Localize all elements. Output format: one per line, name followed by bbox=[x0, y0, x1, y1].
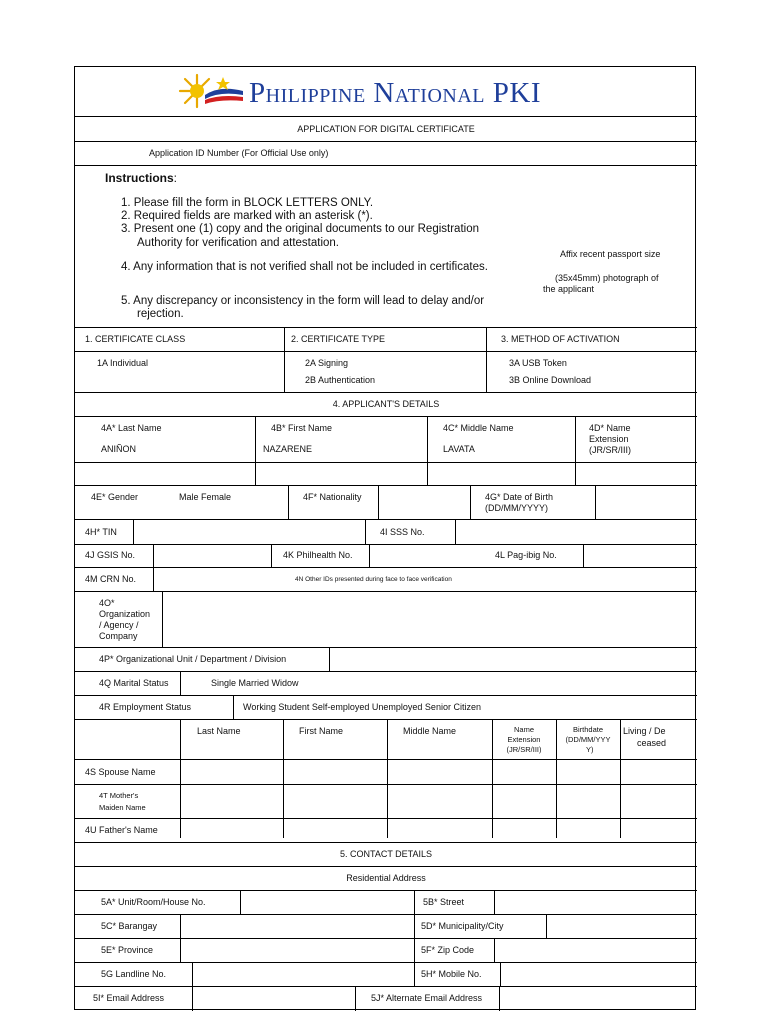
column-header-last-name: Last Name bbox=[197, 726, 241, 736]
column-header-name-extension: Extension bbox=[507, 735, 541, 744]
instruction-item: 3. Present one (1) copy and the original documents to our Registration bbox=[121, 223, 479, 235]
marital-status-options[interactable]: Single Married Widow bbox=[211, 678, 299, 688]
municipality-city-label: 5D* Municipality/City bbox=[421, 921, 504, 931]
photo-instruction-line: (35x45mm) photograph of bbox=[555, 273, 659, 283]
philhealth-label: 4K Philhealth No. bbox=[283, 550, 353, 560]
activation-option-online-download[interactable]: 3B Online Download bbox=[509, 375, 592, 385]
column-header-name-extension: (JR/SR/III) bbox=[506, 745, 542, 754]
contact-details-header: 5. CONTACT DETAILS bbox=[339, 849, 433, 859]
gsis-label: 4J GSIS No. bbox=[85, 550, 136, 560]
sss-label: 4I SSS No. bbox=[380, 527, 425, 537]
photo-instruction-line: the applicant bbox=[543, 284, 595, 294]
crn-label: 4M CRN No. bbox=[85, 574, 137, 584]
last-name-value[interactable]: ANIÑON bbox=[101, 444, 137, 454]
activation-option-usb-token[interactable]: 3A USB Token bbox=[509, 358, 567, 368]
unit-room-house-label: 5A* Unit/Room/House No. bbox=[101, 897, 206, 907]
instruction-item: 5. Any discrepancy or inconsistency in the form will lead to delay and/or bbox=[121, 295, 485, 307]
type-option-signing[interactable]: 2A Signing bbox=[305, 358, 349, 368]
application-form bbox=[74, 66, 696, 1010]
date-of-birth-label: (DD/MM/YYYY) bbox=[485, 503, 548, 513]
photo-instruction-line: Affix recent passport size bbox=[560, 249, 661, 259]
instruction-item: Authority for verification and attestation. bbox=[137, 237, 339, 249]
column-header-birthdate: (DD/MM/YYY bbox=[565, 735, 611, 744]
name-extension-label: Extension bbox=[589, 434, 629, 444]
gender-options[interactable]: Male Female bbox=[179, 492, 232, 502]
instruction-item: rejection. bbox=[137, 308, 184, 320]
employment-status-label: 4R Employment Status bbox=[99, 702, 192, 712]
nationality-label: 4F* Nationality bbox=[303, 492, 362, 502]
pki-logo-text: Philippine National PKI bbox=[249, 77, 541, 109]
pagibig-label: 4L Pag-ibig No. bbox=[495, 550, 557, 560]
mobile-label: 5H* Mobile No. bbox=[421, 969, 482, 979]
column-header-birthdate: Birthdate bbox=[572, 725, 604, 734]
mother-maiden-name-label: Maiden Name bbox=[99, 803, 146, 812]
form-title: APPLICATION FOR DIGITAL CERTIFICATE bbox=[297, 124, 475, 134]
father-name-label: 4U Father's Name bbox=[85, 825, 158, 835]
organization-label: Organization bbox=[99, 609, 151, 619]
province-label: 5E* Province bbox=[101, 945, 154, 955]
landline-label: 5G Landline No. bbox=[101, 969, 167, 979]
column-header-living-deceased: Living / De bbox=[623, 726, 666, 736]
organizational-unit-label: 4P* Organizational Unit / Department / Division bbox=[99, 654, 287, 664]
instruction-item: 1. Please fill the form in BLOCK LETTERS ONLY. bbox=[121, 197, 374, 209]
employment-status-options[interactable]: Working Student Self-employed Unemployed Senior Citizen bbox=[243, 702, 481, 712]
other-ids-label: 4N Other IDs presented during face to face verification bbox=[295, 576, 452, 583]
alternate-email-label: 5J* Alternate Email Address bbox=[371, 993, 483, 1003]
barangay-label: 5C* Barangay bbox=[101, 921, 158, 931]
first-name-label: 4B* First Name bbox=[271, 423, 333, 433]
organization-label: 4O* bbox=[99, 598, 115, 608]
mother-maiden-name-label: 4T Mother's bbox=[99, 791, 139, 800]
residential-address-header: Residential Address bbox=[346, 873, 426, 883]
sun-emblem-icon bbox=[175, 71, 245, 111]
instructions-title: Instructions: bbox=[105, 171, 178, 185]
date-of-birth-label: 4G* Date of Birth bbox=[485, 492, 554, 502]
middle-name-label: 4C* Middle Name bbox=[443, 423, 514, 433]
name-extension-label: 4D* Name bbox=[589, 423, 631, 433]
middle-name-value[interactable]: LAVATA bbox=[443, 444, 475, 454]
class-option-individual[interactable]: 1A Individual bbox=[97, 358, 149, 368]
column-header-middle-name: Middle Name bbox=[403, 726, 457, 736]
column-header-birthdate: Y) bbox=[586, 745, 594, 754]
tin-label: 4H* TIN bbox=[85, 527, 117, 537]
column-header-living-deceased: ceased bbox=[637, 738, 667, 748]
street-label: 5B* Street bbox=[423, 897, 465, 907]
instruction-item: 2. Required fields are marked with an asterisk (*). bbox=[121, 210, 373, 222]
marital-status-label: 4Q Marital Status bbox=[99, 678, 169, 688]
column-header-first-name: First Name bbox=[299, 726, 344, 736]
gender-label: 4E* Gender bbox=[91, 492, 139, 502]
type-option-authentication[interactable]: 2B Authentication bbox=[305, 375, 376, 385]
name-extension-label: (JR/SR/III) bbox=[589, 445, 631, 455]
photo-placeholder bbox=[535, 243, 695, 297]
certificate-type-header: 2. CERTIFICATE TYPE bbox=[291, 334, 386, 344]
column-header-name-extension: Name bbox=[513, 725, 534, 734]
activation-method-header: 3. METHOD OF ACTIVATION bbox=[501, 334, 620, 344]
first-name-value[interactable]: NAZARENE bbox=[263, 444, 313, 454]
instruction-item: 4. Any information that is not verified shall not be included in certificates. bbox=[121, 261, 488, 273]
application-id-label: Application ID Number (For Official Use only) bbox=[149, 148, 329, 158]
organization-label: Company bbox=[99, 631, 138, 641]
last-name-label: 4A* Last Name bbox=[101, 423, 162, 433]
email-address-label: 5I* Email Address bbox=[93, 993, 165, 1003]
applicant-details-header: 4. APPLICANT'S DETAILS bbox=[332, 399, 440, 409]
pki-logo bbox=[175, 71, 595, 111]
organization-label: / Agency / bbox=[99, 620, 139, 630]
zip-code-label: 5F* Zip Code bbox=[421, 945, 475, 955]
certificate-class-header: 1. CERTIFICATE CLASS bbox=[85, 334, 186, 344]
spouse-name-label: 4S Spouse Name bbox=[85, 767, 156, 777]
